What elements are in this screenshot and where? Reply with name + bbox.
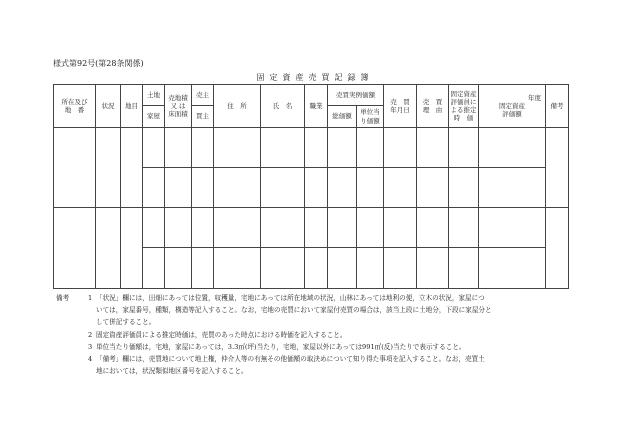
- cell[interactable]: [214, 208, 261, 248]
- form-number: 様式第92号(第28条関係): [53, 59, 144, 68]
- header-area: 売地積 又 は 床面積: [165, 85, 192, 128]
- cell[interactable]: [328, 248, 357, 289]
- cell[interactable]: [384, 168, 417, 208]
- cell[interactable]: [261, 248, 305, 289]
- cell[interactable]: [192, 208, 214, 248]
- note-text: 「備考」欄には，売買地について地上権，仲介人等の有無その他価額の取決めについて知り得た事項を記入すること。なお，売買土: [96, 355, 485, 364]
- cell[interactable]: [214, 168, 261, 208]
- cell[interactable]: [384, 248, 417, 289]
- cell[interactable]: [165, 208, 192, 248]
- note-number: 3: [88, 342, 93, 351]
- header-sale-date: 売 買 年月日: [384, 85, 417, 128]
- cell[interactable]: [192, 168, 214, 208]
- header-buyer: 買主: [192, 106, 214, 128]
- cell[interactable]: [261, 168, 305, 208]
- cell[interactable]: [546, 128, 569, 208]
- header-sale-reason: 売 買 理 由: [417, 85, 449, 128]
- sales-record-table: [53, 84, 569, 289]
- cell[interactable]: [479, 128, 546, 168]
- header-estimated-value: 固定資産 評価員に よる推定 時 価: [449, 85, 479, 128]
- notes-section: [56, 292, 571, 377]
- cell[interactable]: [449, 128, 479, 168]
- cell[interactable]: [357, 168, 384, 208]
- cell[interactable]: [54, 128, 96, 208]
- cell[interactable]: [214, 128, 261, 168]
- header-land-category: 地目: [121, 85, 143, 128]
- cell[interactable]: [143, 168, 165, 208]
- header-actual-price: 売買実例価額: [328, 85, 384, 106]
- cell[interactable]: [479, 168, 546, 208]
- header-building: 家屋: [143, 106, 165, 128]
- header-fiscal-year: 年度: [528, 93, 541, 102]
- header-land: 土地: [143, 85, 165, 106]
- cell[interactable]: [479, 248, 546, 289]
- notes-label: 備考: [56, 294, 70, 302]
- cell[interactable]: [384, 208, 417, 248]
- cell[interactable]: [449, 208, 479, 248]
- cell[interactable]: [143, 128, 165, 168]
- cell[interactable]: [305, 208, 328, 248]
- cell[interactable]: [261, 208, 305, 248]
- header-total-price: 総価額: [328, 106, 357, 128]
- header-remarks: 備考: [546, 85, 569, 128]
- header-condition: 状況: [96, 85, 121, 128]
- header-seller: 売主: [192, 85, 214, 106]
- cell[interactable]: [449, 168, 479, 208]
- header-name: 氏 名: [261, 85, 305, 128]
- cell[interactable]: [546, 208, 569, 289]
- cell[interactable]: [165, 248, 192, 289]
- note-1: [56, 292, 571, 329]
- record-1-upper: [54, 128, 569, 168]
- cell[interactable]: [479, 208, 546, 248]
- register-title: 固定資産売買記録簿: [256, 73, 374, 82]
- note-4: [56, 353, 571, 377]
- note-number: 4: [88, 355, 93, 364]
- cell[interactable]: [449, 248, 479, 289]
- cell[interactable]: [357, 128, 384, 168]
- cell[interactable]: [417, 248, 449, 289]
- cell[interactable]: [143, 208, 165, 248]
- cell[interactable]: [121, 128, 143, 208]
- note-number: 1: [88, 294, 93, 302]
- cell[interactable]: [328, 208, 357, 248]
- cell[interactable]: [357, 208, 384, 248]
- cell[interactable]: [261, 128, 305, 168]
- note-text: 固定資産評価員による推定時価は，売買のあった時点における時価を記入すること。: [96, 330, 347, 339]
- cell[interactable]: [165, 128, 192, 168]
- cell[interactable]: [121, 208, 143, 289]
- cell[interactable]: [214, 248, 261, 289]
- cell[interactable]: [143, 248, 165, 289]
- header-occupation: 職業: [305, 85, 328, 128]
- cell[interactable]: [96, 128, 121, 208]
- cell[interactable]: [165, 168, 192, 208]
- note-text: 単位当たり価額は，宅地，家屋にあっては，3.3㎡(坪)当たり，宅地，家屋以外にあっては991㎡(反)当たりで表示すること。: [96, 342, 466, 351]
- cell[interactable]: [96, 208, 121, 289]
- cell[interactable]: [417, 208, 449, 248]
- note-2: [56, 329, 571, 341]
- cell[interactable]: [192, 248, 214, 289]
- cell[interactable]: [328, 128, 357, 168]
- cell[interactable]: [305, 168, 328, 208]
- cell[interactable]: [54, 208, 96, 289]
- cell[interactable]: [417, 128, 449, 168]
- header-address: 住 所: [214, 85, 261, 128]
- header-unit-price: 単位当 り価額: [357, 106, 384, 128]
- cell[interactable]: [357, 248, 384, 289]
- cell[interactable]: [417, 168, 449, 208]
- cell[interactable]: [192, 128, 214, 168]
- cell[interactable]: [305, 248, 328, 289]
- cell[interactable]: [305, 128, 328, 168]
- cell[interactable]: [328, 168, 357, 208]
- header-location: 所在及び 地 番: [54, 85, 96, 128]
- cell[interactable]: [384, 128, 417, 168]
- record-2-upper: [54, 208, 569, 248]
- note-number: 2: [88, 330, 93, 339]
- header-assessed-value: 固定資産 評価額: [499, 101, 525, 119]
- header-assessed: [479, 85, 546, 128]
- note-continuation: 地においては，状況類似地区番号を記入すること。: [96, 367, 248, 376]
- note-3: [56, 341, 571, 353]
- note-text: 「状況」欄には，田畑にあっては位置，収穫量，宅地にあっては所在地域の状況，山林にあっては地利の便，立木の状況，家屋につ: [96, 294, 485, 302]
- note-continuation: いては，家屋番号，種類，構造等記入すること。なお，宅地の売買において家屋付売買の場合は，該当上段に土地分，下段に家屋分と して併記すること。: [96, 306, 492, 327]
